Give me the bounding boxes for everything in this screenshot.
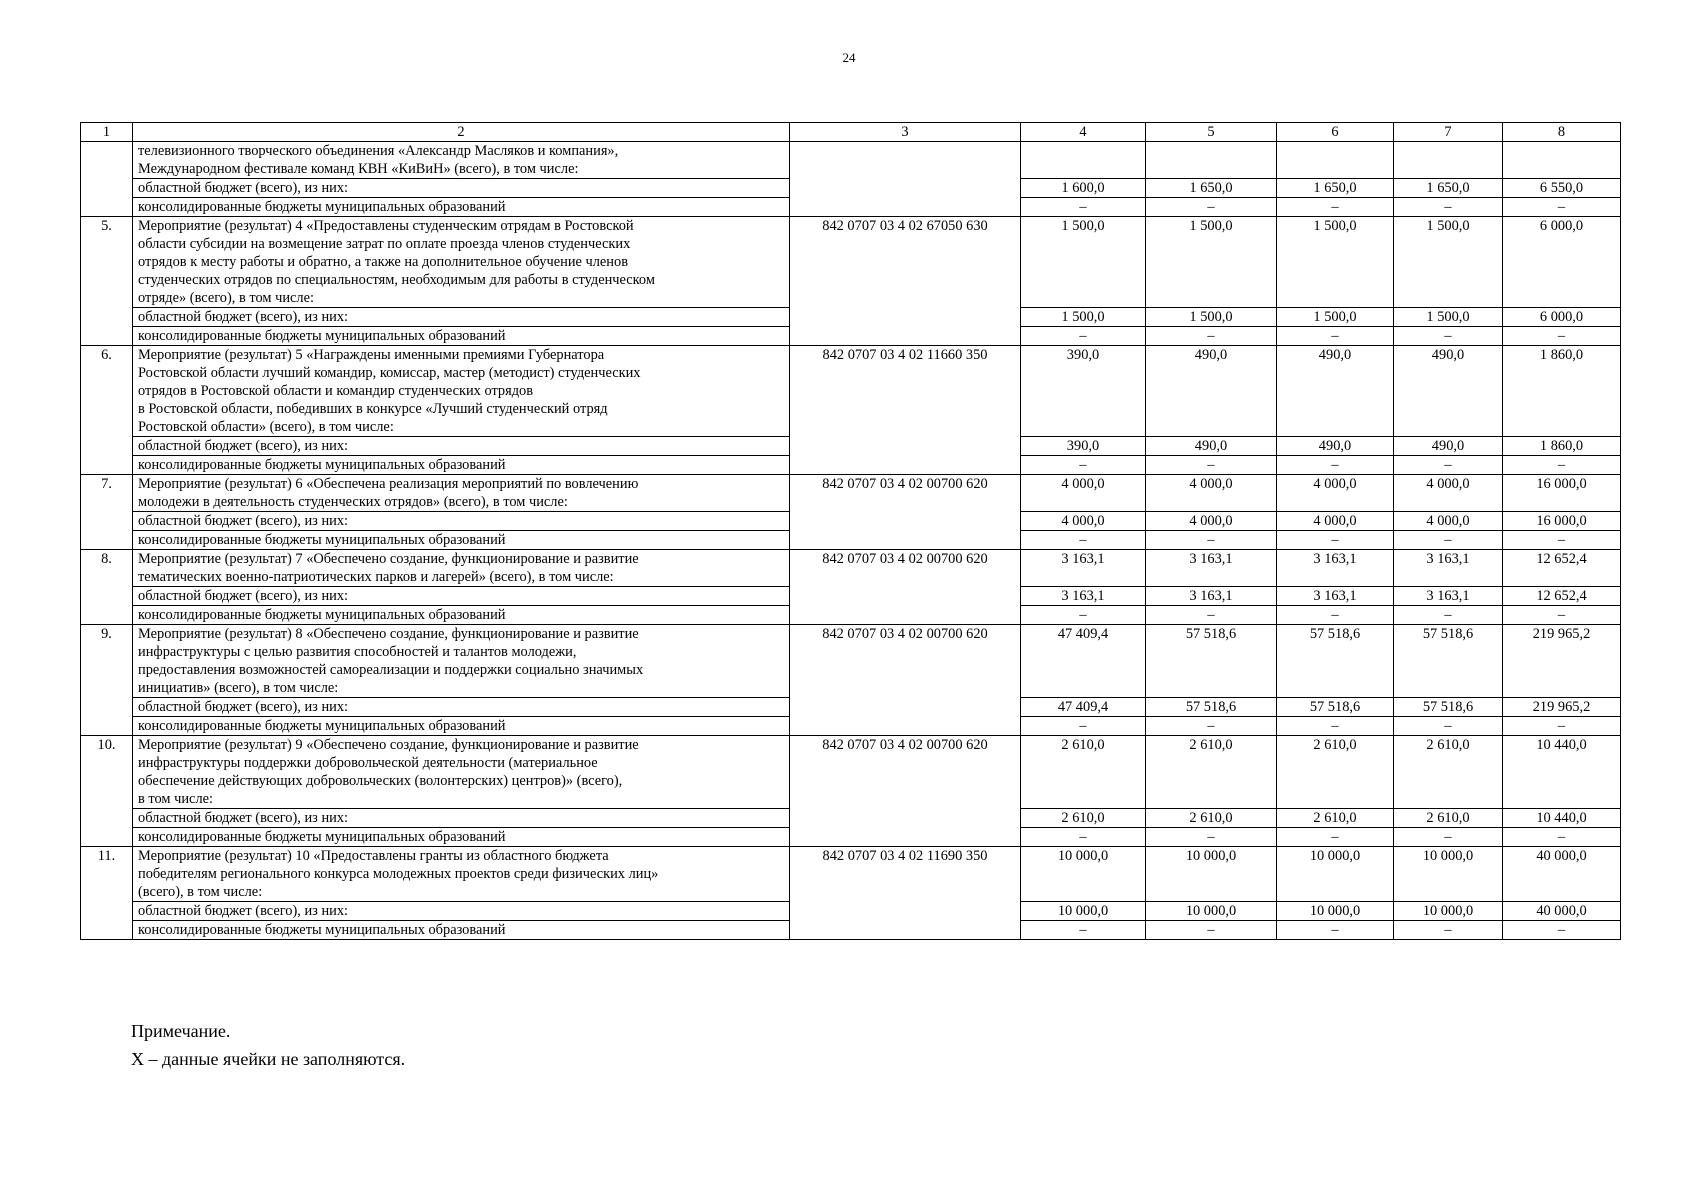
header-cell: 7: [1394, 123, 1503, 142]
dash-cell: –: [1503, 828, 1621, 847]
event-title-line: отрядов в Ростовской области и командир студенческих отрядов: [138, 383, 534, 399]
event-title-line: Мероприятие (результат) 8 «Обеспечено создание, функционирование и развитие: [138, 626, 639, 642]
event-title-line: (всего), в том числе:: [138, 884, 263, 900]
event-row: [81, 736, 1621, 809]
value-cell: 1 860,0: [1503, 437, 1621, 456]
dash-cell: –: [1146, 198, 1277, 217]
value-cell: 6 000,0: [1503, 217, 1621, 308]
event-title-line: отрядов к месту работы и обратно, а также на дополнительное обучение членов: [138, 254, 628, 270]
value-cell: 219 965,2: [1503, 698, 1621, 717]
row-number: 9.: [81, 625, 133, 736]
event-row: [81, 217, 1621, 308]
dash-cell: –: [1277, 606, 1394, 625]
value-cell: 16 000,0: [1503, 475, 1621, 512]
municipal-label: консолидированные бюджеты муниципальных образований: [133, 606, 790, 625]
event-title-line: телевизионного творческого объединения «Александр Масляков и компания»,: [138, 143, 619, 159]
event-title-line: инфраструктуры поддержки добровольческой деятельности (материальное: [138, 755, 598, 771]
dash-cell: –: [1146, 921, 1277, 940]
value-cell: 1 500,0: [1394, 217, 1503, 308]
event-title-line: победителям регионального конкурса молодежных проектов среди физических лиц»: [138, 866, 659, 882]
dash-cell: –: [1021, 456, 1146, 475]
event-title-line: Международном фестивале команд КВН «КиВиН» (всего), в том числе:: [138, 161, 579, 177]
dash-cell: –: [1503, 456, 1621, 475]
value-cell: 1 650,0: [1394, 179, 1503, 198]
value-cell: 3 163,1: [1146, 550, 1277, 587]
value-cell: 2 610,0: [1146, 809, 1277, 828]
event-title: [133, 550, 790, 587]
value-cell: 2 610,0: [1394, 809, 1503, 828]
dash-cell: –: [1146, 828, 1277, 847]
value-cell: 4 000,0: [1021, 475, 1146, 512]
event-row: [81, 847, 1621, 902]
header-cell: 2: [133, 123, 790, 142]
value-cell: 10 000,0: [1146, 902, 1277, 921]
value-cell: 4 000,0: [1146, 475, 1277, 512]
value-cell: 3 163,1: [1394, 587, 1503, 606]
municipal-label: консолидированные бюджеты муниципальных образований: [133, 717, 790, 736]
budget-table: [80, 122, 1621, 940]
row-number: 10.: [81, 736, 133, 847]
value-cell: 1 650,0: [1146, 179, 1277, 198]
value-cell: 10 440,0: [1503, 736, 1621, 809]
value-cell: 2 610,0: [1146, 736, 1277, 809]
value-cell: 1 500,0: [1021, 217, 1146, 308]
dash-cell: –: [1394, 198, 1503, 217]
dash-cell: –: [1503, 921, 1621, 940]
event-title: [133, 847, 790, 902]
dash-cell: –: [1146, 606, 1277, 625]
dash-cell: –: [1021, 327, 1146, 346]
dash-cell: –: [1277, 327, 1394, 346]
value-cell: 2 610,0: [1021, 736, 1146, 809]
dash-cell: –: [1394, 456, 1503, 475]
value-cell: 4 000,0: [1394, 512, 1503, 531]
value-cell: 4 000,0: [1277, 512, 1394, 531]
dash-cell: –: [1503, 606, 1621, 625]
budget-code: 842 0707 03 4 02 11690 350: [790, 847, 1021, 940]
value-cell: 40 000,0: [1503, 902, 1621, 921]
value-cell: 219 965,2: [1503, 625, 1621, 698]
value-cell: 1 860,0: [1503, 346, 1621, 437]
event-row: [81, 550, 1621, 587]
event-title: [133, 736, 790, 809]
dash-cell: –: [1503, 198, 1621, 217]
value-cell: 57 518,6: [1277, 698, 1394, 717]
value-cell: 10 000,0: [1277, 847, 1394, 902]
value-cell: 47 409,4: [1021, 698, 1146, 717]
value-cell: 1 600,0: [1021, 179, 1146, 198]
event-title-line: тематических военно-патриотических парков и лагерей» (всего), в том числе:: [138, 569, 614, 585]
dash-cell: –: [1277, 921, 1394, 940]
event-title: [133, 217, 790, 308]
event-title-line: области субсидии на возмещение затрат по оплате проезда членов студенческих: [138, 236, 631, 252]
dash-cell: –: [1503, 531, 1621, 550]
row-number: 11.: [81, 847, 133, 940]
value-cell: 4 000,0: [1394, 475, 1503, 512]
event-title: [133, 142, 790, 179]
value-cell: 3 163,1: [1277, 587, 1394, 606]
value-cell: [1394, 142, 1503, 179]
event-title-line: Мероприятие (результат) 10 «Предоставлены гранты из областного бюджета: [138, 848, 609, 864]
value-cell: 57 518,6: [1394, 625, 1503, 698]
budget-code: 842 0707 03 4 02 67050 630: [790, 217, 1021, 346]
regional-label: областной бюджет (всего), из них:: [133, 587, 790, 606]
value-cell: 16 000,0: [1503, 512, 1621, 531]
value-cell: 3 163,1: [1277, 550, 1394, 587]
dash-cell: –: [1394, 531, 1503, 550]
event-title-line: в Ростовской области, победивших в конкурсе «Лучший студенческий отряд: [138, 401, 608, 417]
value-cell: 490,0: [1146, 346, 1277, 437]
event-title: [133, 625, 790, 698]
budget-code: 842 0707 03 4 02 00700 620: [790, 550, 1021, 625]
dash-cell: –: [1394, 327, 1503, 346]
event-title-line: в том числе:: [138, 791, 214, 807]
event-row: [81, 346, 1621, 437]
value-cell: 1 500,0: [1277, 217, 1394, 308]
header-cell: 8: [1503, 123, 1621, 142]
note: [131, 1017, 405, 1073]
dash-cell: –: [1021, 828, 1146, 847]
regional-label: областной бюджет (всего), из них:: [133, 512, 790, 531]
dash-cell: –: [1277, 717, 1394, 736]
value-cell: 490,0: [1277, 437, 1394, 456]
regional-label: областной бюджет (всего), из них:: [133, 698, 790, 717]
dash-cell: –: [1394, 606, 1503, 625]
value-cell: [1021, 142, 1146, 179]
value-cell: 47 409,4: [1021, 625, 1146, 698]
header-cell: 6: [1277, 123, 1394, 142]
budget-code: [790, 142, 1021, 217]
dash-cell: –: [1394, 717, 1503, 736]
municipal-label: консолидированные бюджеты муниципальных образований: [133, 531, 790, 550]
regional-label: областной бюджет (всего), из них:: [133, 308, 790, 327]
value-cell: 1 500,0: [1277, 308, 1394, 327]
dash-cell: –: [1277, 456, 1394, 475]
value-cell: 490,0: [1394, 437, 1503, 456]
value-cell: 1 650,0: [1277, 179, 1394, 198]
event-title-line: Мероприятие (результат) 5 «Награждены именными премиями Губернатора: [138, 347, 605, 363]
dash-cell: –: [1503, 717, 1621, 736]
value-cell: 10 000,0: [1394, 902, 1503, 921]
budget-code: 842 0707 03 4 02 11660 350: [790, 346, 1021, 475]
dash-cell: –: [1394, 828, 1503, 847]
event-title-line: инфраструктуры с целью развития способностей и талантов молодежи,: [138, 644, 577, 660]
dash-cell: –: [1277, 198, 1394, 217]
value-cell: 490,0: [1394, 346, 1503, 437]
regional-label: областной бюджет (всего), из них:: [133, 902, 790, 921]
value-cell: 390,0: [1021, 346, 1146, 437]
dash-cell: –: [1021, 717, 1146, 736]
event-row: [81, 142, 1621, 179]
header-cell: 4: [1021, 123, 1146, 142]
event-title-line: обеспечение действующих добровольческих (волонтерских) центров)» (всего),: [138, 773, 623, 789]
value-cell: 6 000,0: [1503, 308, 1621, 327]
value-cell: 40 000,0: [1503, 847, 1621, 902]
budget-code: 842 0707 03 4 02 00700 620: [790, 625, 1021, 736]
event-title-line: инициатив» (всего), в том числе:: [138, 680, 339, 696]
header-cell: 3: [790, 123, 1021, 142]
dash-cell: –: [1021, 606, 1146, 625]
value-cell: [1146, 142, 1277, 179]
event-title-line: Мероприятие (результат) 4 «Предоставлены студенческим отрядам в Ростовской: [138, 218, 634, 234]
header-cell: 5: [1146, 123, 1277, 142]
event-title-line: отряде» (всего), в том числе:: [138, 290, 314, 306]
value-cell: 6 550,0: [1503, 179, 1621, 198]
dash-cell: –: [1146, 456, 1277, 475]
header-cell: 1: [81, 123, 133, 142]
value-cell: 12 652,4: [1503, 550, 1621, 587]
header-row: [81, 123, 1621, 142]
value-cell: 12 652,4: [1503, 587, 1621, 606]
event-title-line: предоставления возможностей самореализации и поддержки социально значимых: [138, 662, 644, 678]
value-cell: 390,0: [1021, 437, 1146, 456]
dash-cell: –: [1146, 327, 1277, 346]
regional-label: областной бюджет (всего), из них:: [133, 437, 790, 456]
page-number: 24: [842, 50, 856, 65]
value-cell: 1 500,0: [1146, 217, 1277, 308]
value-cell: 3 163,1: [1021, 550, 1146, 587]
note-text: Х – данные ячейки не заполняются.: [131, 1049, 406, 1069]
value-cell: 10 000,0: [1021, 847, 1146, 902]
value-cell: 4 000,0: [1277, 475, 1394, 512]
value-cell: 2 610,0: [1394, 736, 1503, 809]
value-cell: 3 163,1: [1394, 550, 1503, 587]
value-cell: 10 000,0: [1394, 847, 1503, 902]
event-title: [133, 475, 790, 512]
value-cell: 57 518,6: [1146, 698, 1277, 717]
municipal-label: консолидированные бюджеты муниципальных образований: [133, 828, 790, 847]
dash-cell: –: [1394, 921, 1503, 940]
value-cell: 1 500,0: [1394, 308, 1503, 327]
budget-code: 842 0707 03 4 02 00700 620: [790, 736, 1021, 847]
dash-cell: –: [1021, 198, 1146, 217]
value-cell: 10 000,0: [1277, 902, 1394, 921]
value-cell: 10 440,0: [1503, 809, 1621, 828]
value-cell: 490,0: [1277, 346, 1394, 437]
event-title: [133, 346, 790, 437]
municipal-label: консолидированные бюджеты муниципальных образований: [133, 456, 790, 475]
value-cell: 57 518,6: [1146, 625, 1277, 698]
dash-cell: –: [1503, 327, 1621, 346]
row-number: 6.: [81, 346, 133, 475]
value-cell: 2 610,0: [1021, 809, 1146, 828]
value-cell: 1 500,0: [1021, 308, 1146, 327]
value-cell: 10 000,0: [1021, 902, 1146, 921]
dash-cell: –: [1021, 921, 1146, 940]
municipal-label: консолидированные бюджеты муниципальных образований: [133, 327, 790, 346]
value-cell: 10 000,0: [1146, 847, 1277, 902]
event-title-line: молодежи в деятельность студенческих отрядов» (всего), в том числе:: [138, 494, 568, 510]
dash-cell: –: [1277, 828, 1394, 847]
municipal-label: консолидированные бюджеты муниципальных образований: [133, 921, 790, 940]
dash-cell: –: [1021, 531, 1146, 550]
dash-cell: –: [1146, 531, 1277, 550]
regional-label: областной бюджет (всего), из них:: [133, 809, 790, 828]
event-title-line: студенческих отрядов по специальностям, необходимым для работы в студенческом: [138, 272, 655, 288]
value-cell: [1277, 142, 1394, 179]
row-number: 8.: [81, 550, 133, 625]
dash-cell: –: [1277, 531, 1394, 550]
event-row: [81, 475, 1621, 512]
value-cell: 3 163,1: [1146, 587, 1277, 606]
value-cell: [1503, 142, 1621, 179]
value-cell: 2 610,0: [1277, 736, 1394, 809]
regional-label: областной бюджет (всего), из них:: [133, 179, 790, 198]
row-number: 5.: [81, 217, 133, 346]
value-cell: 490,0: [1146, 437, 1277, 456]
row-number: 7.: [81, 475, 133, 550]
event-title-line: Мероприятие (результат) 6 «Обеспечена реализация мероприятий по вовлечению: [138, 476, 639, 492]
note-title: Примечание.: [131, 1021, 231, 1041]
event-title-line: Ростовской области» (всего), в том числе:: [138, 419, 394, 435]
event-row: [81, 625, 1621, 698]
event-title-line: Мероприятие (результат) 7 «Обеспечено создание, функционирование и развитие: [138, 551, 639, 567]
value-cell: 4 000,0: [1021, 512, 1146, 531]
value-cell: 2 610,0: [1277, 809, 1394, 828]
dash-cell: –: [1146, 717, 1277, 736]
event-title-line: Ростовской области лучший командир, комиссар, мастер (методист) студенческих: [138, 365, 641, 381]
event-title-line: Мероприятие (результат) 9 «Обеспечено создание, функционирование и развитие: [138, 737, 639, 753]
value-cell: 4 000,0: [1146, 512, 1277, 531]
value-cell: 3 163,1: [1021, 587, 1146, 606]
value-cell: 57 518,6: [1277, 625, 1394, 698]
value-cell: 57 518,6: [1394, 698, 1503, 717]
budget-code: 842 0707 03 4 02 00700 620: [790, 475, 1021, 550]
municipal-label: консолидированные бюджеты муниципальных образований: [133, 198, 790, 217]
value-cell: 1 500,0: [1146, 308, 1277, 327]
row-number: [81, 142, 133, 217]
